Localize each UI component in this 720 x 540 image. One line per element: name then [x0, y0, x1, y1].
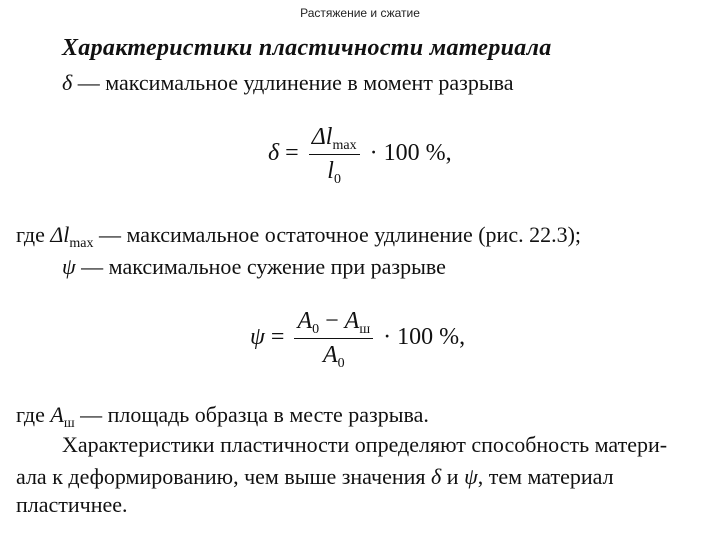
where2-symbol-sub: ш — [63, 416, 75, 431]
formula1-lhs: δ — [268, 140, 280, 167]
formula1-rhs: · 100 %, — [369, 140, 452, 167]
delta-text: максимальное удлинение в момент разрыва — [105, 70, 514, 95]
where1-prefix: где — [16, 222, 51, 247]
paragraph-line-3: пластичнее. — [16, 492, 128, 517]
formula1-den-main: l — [327, 158, 334, 184]
where-delta-lmax — [16, 222, 582, 251]
formula2-equals: = — [264, 324, 285, 351]
formula2-rhs: · 100 %, — [383, 324, 466, 351]
psi-symbol: ψ — [62, 254, 76, 279]
where2-symbol: A — [50, 402, 64, 427]
formula2-num-a-sub: 0 — [312, 322, 320, 337]
where1-symbol: Δl — [50, 222, 70, 247]
formula1-num-main: Δl — [311, 124, 333, 150]
delta-dash: — — [72, 70, 106, 95]
delta-symbol: δ — [62, 70, 73, 95]
paragraph-line-2 — [16, 466, 614, 488]
paragraph-line2-end: , тем материал — [477, 464, 614, 489]
psi-definition — [62, 256, 446, 278]
formula1-fraction — [309, 124, 360, 185]
psi-dash: — — [75, 254, 109, 279]
delta-formula — [268, 124, 452, 185]
formula2-denominator — [294, 339, 373, 369]
where2-prefix: где — [16, 402, 51, 427]
formula2-numerator — [294, 308, 373, 338]
formula2-num-b: A — [344, 308, 360, 334]
paragraph-delta: δ — [431, 464, 442, 489]
formula2-fraction — [294, 308, 373, 369]
paragraph-psi: ψ — [464, 464, 478, 489]
where1-text: — максимальное остаточное удлинение (рис. 22.3); — [93, 222, 582, 247]
formula2-den-main: A — [322, 342, 338, 368]
psi-text: максимальное сужение при разрыве — [108, 254, 446, 279]
section-title: Характеристики пластичности материала — [62, 35, 552, 61]
paragraph-line-1: Характеристики пластичности определяют способность матери- — [62, 432, 668, 457]
formula2-num-b-sub: ш — [359, 322, 371, 337]
formula1-equals: = — [279, 140, 299, 167]
formula2-minus: − — [319, 308, 345, 334]
formula2-den-sub: 0 — [337, 356, 345, 371]
where1-symbol-sub: max — [69, 236, 94, 251]
formula2-lhs: ψ — [250, 324, 265, 351]
page-header: Растяжение и сжатие — [300, 6, 420, 20]
paragraph-and: и — [441, 464, 465, 489]
psi-formula — [250, 308, 465, 369]
formula1-denominator — [309, 155, 360, 185]
paragraph-line2-start: ала к деформированию, чем выше значения — [16, 464, 432, 489]
formula1-den-sub: 0 — [333, 172, 341, 187]
delta-definition — [62, 72, 513, 94]
formula1-numerator — [309, 124, 360, 154]
formula1-num-sub: max — [332, 138, 357, 153]
where2-text: — площадь образца в месте разрыва. — [74, 402, 429, 427]
where-a-sh — [16, 402, 429, 431]
formula2-num-a: A — [297, 308, 313, 334]
